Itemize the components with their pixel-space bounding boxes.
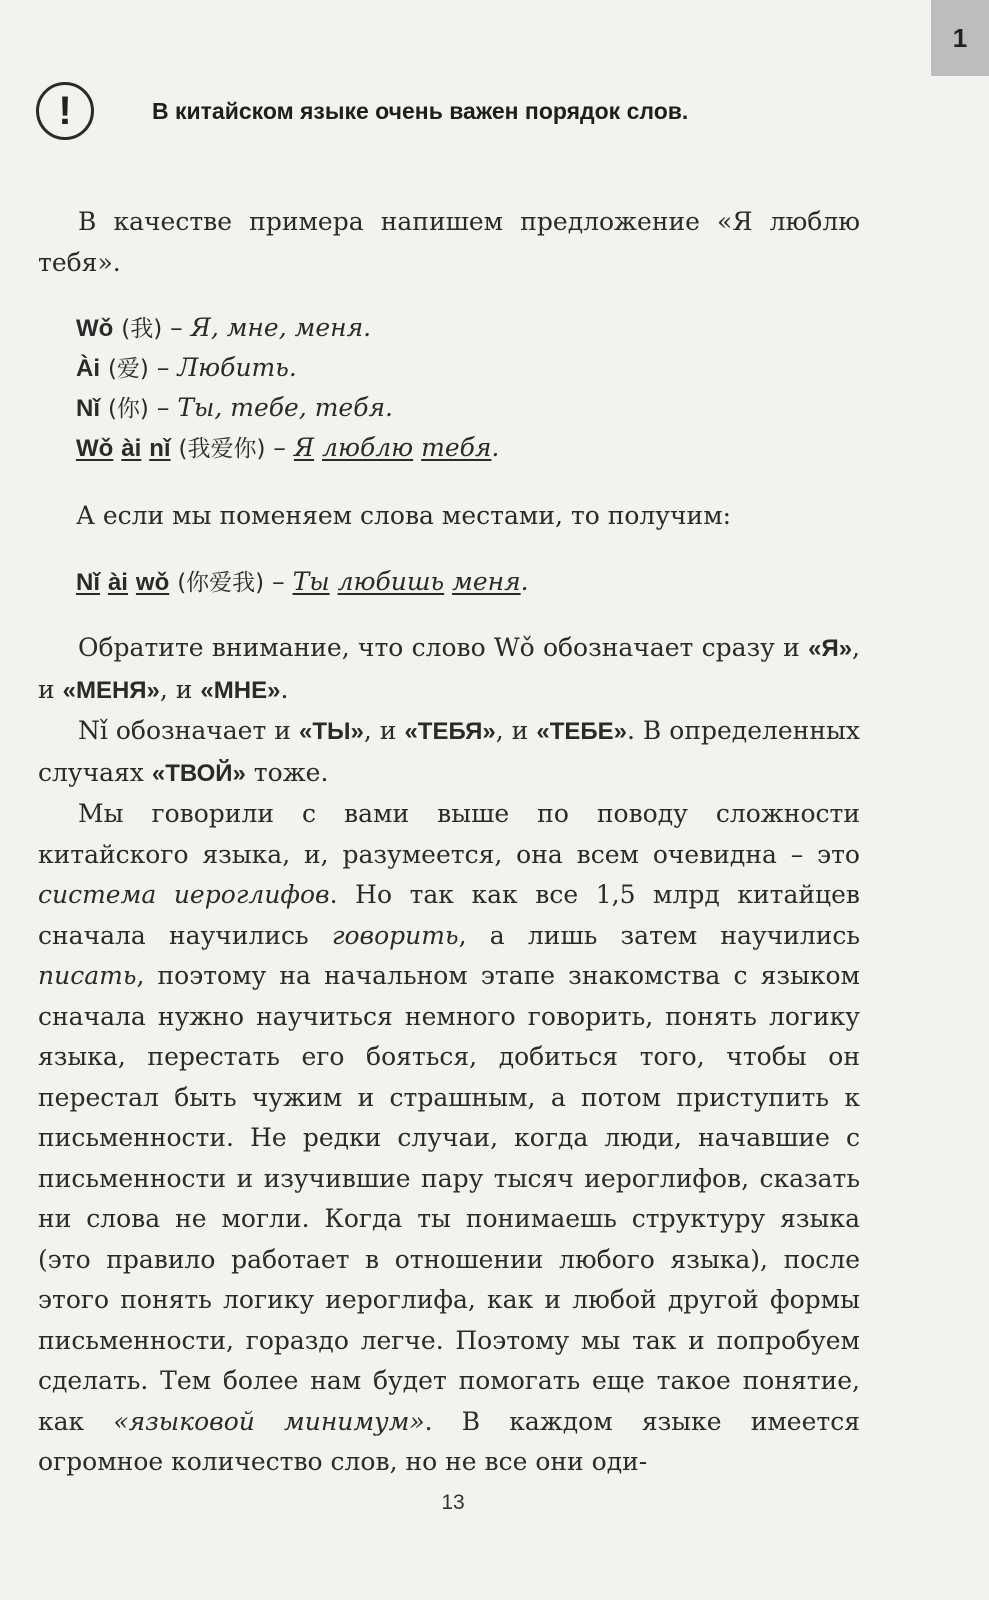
main-paragraph: Мы говорили с вами выше по поводу сложности китайского языка, и, разумеется, она всем очевидна – это система иероглифов. Но так как все 1,5 млрд китайцев сначала научились говорить, а лишь затем научились писать, поэтому на начальном этапе знакомства с языком сначала нужно научиться немного говорить, понять логику языка, перестать его бояться, добиться того, чтобы он перестал быть чужим и страшным, а потом приступить к письменности. Не редки случаи, когда люди, начавшие с письменности и изучившие пару тысяч иероглифов, сказать ни слова не могли. Когда ты понимаешь структуру языка (это правило работает в отношении любого языка), после этого понять логику иероглифа, как и любой другой формы письменности, гораздо легче. Поэтому мы так и попробуем сделать. Тем более нам будет помогать еще такое понятие, как «языковой минимум». В каждом языке имеется огромное количество слов, но не все они оди- bbox=[38, 799, 860, 1476]
example-sentence-1 bbox=[76, 428, 499, 469]
translation-word: Ты bbox=[292, 567, 330, 596]
pinyin-word: Wǒ bbox=[76, 315, 114, 342]
translation: Любить. bbox=[177, 353, 297, 382]
hanzi: (爱) bbox=[107, 356, 149, 382]
example-line bbox=[76, 388, 393, 429]
dash: – bbox=[162, 313, 191, 342]
dash: – bbox=[148, 353, 178, 382]
hanzi: (我爱你) bbox=[178, 436, 266, 462]
pinyin-word: Ài bbox=[76, 355, 100, 382]
pinyin-word: ài bbox=[107, 569, 128, 596]
ni-paragraph: Nǐ обозначает и «ТЫ», и «ТЕБЯ», и «ТЕБЕ». В определенных случаях «ТВОЙ» тоже. bbox=[38, 716, 860, 787]
hanzi: (我) bbox=[121, 316, 163, 342]
dash: – bbox=[148, 393, 178, 422]
translation-word: тебя bbox=[421, 433, 492, 462]
note-paragraph: Обратите внимание, что слово Wǒ обозначает сразу и «Я», и «МЕНЯ», и «МНЕ». bbox=[38, 633, 860, 704]
pinyin-word: Nǐ bbox=[76, 395, 100, 422]
period: . bbox=[520, 567, 529, 596]
example-line bbox=[76, 348, 297, 389]
important-callout bbox=[36, 78, 896, 158]
pinyin-word: wǒ bbox=[135, 569, 170, 596]
page-number: 13 bbox=[441, 1491, 465, 1514]
pinyin-word: ài bbox=[121, 435, 142, 462]
intro-paragraph: В качестве примера напишем предложение «Я люблю тебя». bbox=[38, 207, 860, 277]
swap-paragraph: А если мы поменяем слова местами, то получим: bbox=[76, 501, 732, 530]
dash: – bbox=[264, 567, 293, 596]
translation-word: любишь bbox=[337, 567, 445, 596]
translation-word: меня bbox=[452, 567, 521, 596]
callout-text: В китайском языке очень важен порядок слов. bbox=[152, 98, 689, 124]
pinyin-word: nǐ bbox=[149, 435, 171, 462]
chapter-tab: 1 bbox=[931, 0, 989, 76]
translation: Я, мне, меня. bbox=[190, 313, 372, 342]
period: . bbox=[491, 433, 500, 462]
translation-word: люблю bbox=[322, 433, 414, 462]
hanzi: (你) bbox=[107, 396, 149, 422]
exclamation-icon: ! bbox=[36, 82, 94, 140]
dash: – bbox=[265, 433, 294, 462]
translation: Ты, тебе, тебя. bbox=[177, 393, 393, 422]
pinyin-word: Wǒ bbox=[76, 435, 114, 462]
hanzi: (你爱我) bbox=[177, 570, 265, 596]
example-line bbox=[76, 308, 371, 349]
body-text bbox=[38, 628, 860, 1483]
example-sentence-2 bbox=[76, 562, 529, 603]
pinyin-word: Nǐ bbox=[76, 569, 100, 596]
translation-word: Я bbox=[293, 433, 315, 462]
